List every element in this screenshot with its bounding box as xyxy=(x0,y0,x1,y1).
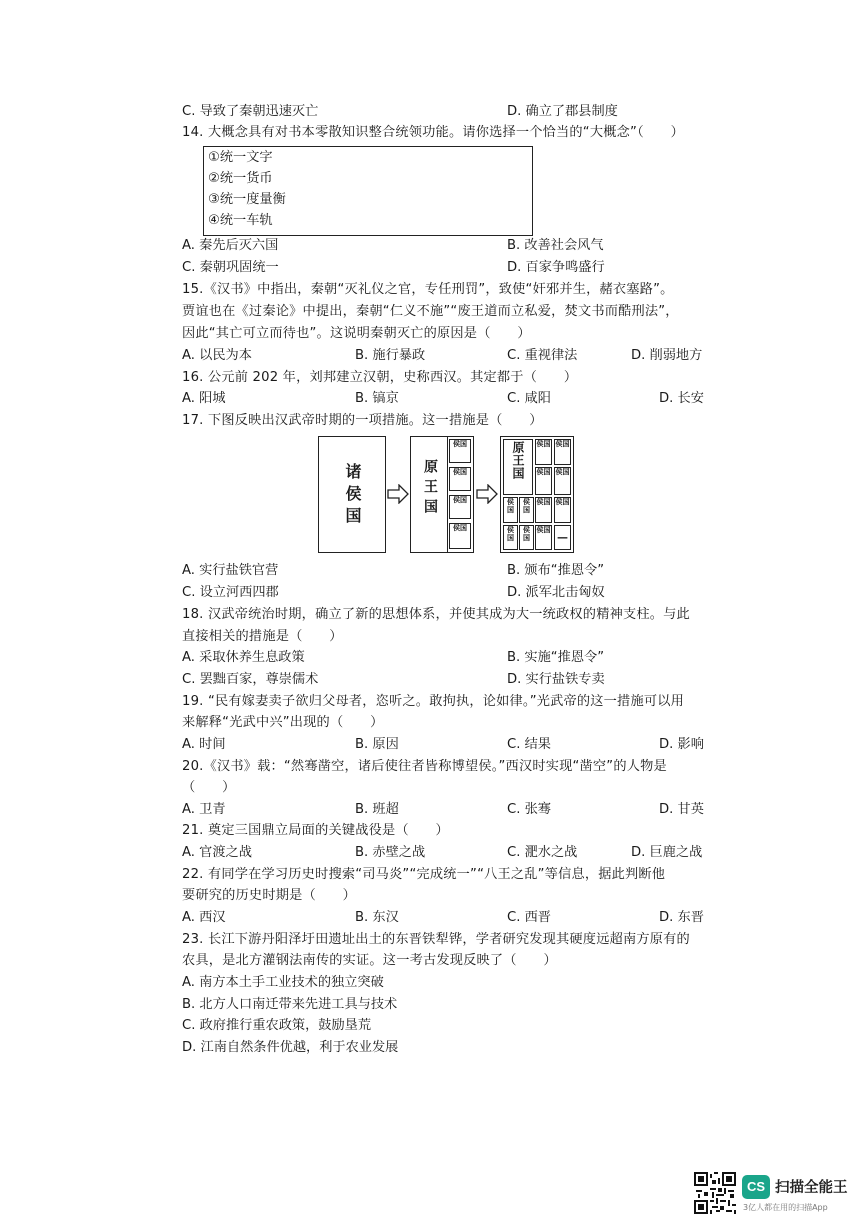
q14-stem: 14. 大概念具有对书本零散知识整合统领功能。请你选择一个恰当的“大概念”（ ） xyxy=(182,125,684,140)
q18-stem-line-2: 直接相关的措施是（ ） xyxy=(182,629,343,644)
q19-stem-line-2: 来解释“光武中兴”出现的（ ） xyxy=(182,715,384,730)
q16-option-a: A. 阳城 xyxy=(182,391,226,406)
q17-box3-cell: 侯国 xyxy=(503,525,518,550)
q17-option-a: A. 实行盐铁官营 xyxy=(182,563,279,578)
q22-option-c: C. 西晋 xyxy=(507,910,551,925)
q21-option-c: C. 淝水之战 xyxy=(507,845,578,860)
q23-option-b: B. 北方人口南迁带来先进工具与技术 xyxy=(182,997,398,1012)
q14-option-c: C. 秦朝巩固统一 xyxy=(182,260,279,275)
q17-box3-cell: 侯国 xyxy=(535,439,552,465)
q17-box2-marquis-cell-4: 侯国 xyxy=(449,523,471,549)
q16-option-d: D. 长安 xyxy=(659,391,704,406)
q17-option-b: B. 颁布“推恩令” xyxy=(507,563,605,578)
q20-stem-line-1: 20.《汉书》载：“然骞凿空，诸后使往者皆称博望侯。”西汉时实现“凿空”的人物是 xyxy=(182,759,667,774)
arrow-right-icon xyxy=(476,484,498,504)
camscanner-tagline: 3亿人都在用的扫描App xyxy=(743,1203,828,1212)
camscanner-logo: CS xyxy=(742,1175,770,1199)
q17-box3-dash-cell: — xyxy=(554,525,571,550)
q19-option-d: D. 影响 xyxy=(659,737,704,752)
q15-stem-line-2: 贾谊也在《过秦论》中提出，秦朝“仁义不施”“废王道而立私爱，焚文书而酷刑法”， xyxy=(182,304,679,319)
camscanner-brand: 扫描全能王 xyxy=(775,1180,848,1196)
q17-box2-marquis-cell-1: 侯国 xyxy=(449,439,471,463)
q15-option-c: C. 重视律法 xyxy=(507,348,578,363)
q20-option-b: B. 班超 xyxy=(355,802,399,817)
q16-option-c: C. 咸阳 xyxy=(507,391,551,406)
q22-option-b: B. 东汉 xyxy=(355,910,399,925)
q15-option-b: B. 施行暴政 xyxy=(355,348,426,363)
q21-stem: 21. 奠定三国鼎立局面的关键战役是（ ） xyxy=(182,823,449,838)
q13-option-d: D. 确立了郡县制度 xyxy=(507,104,618,119)
q14-option-d: D. 百家争鸣盛行 xyxy=(507,260,605,275)
q17-box3-cell: 侯国 xyxy=(554,497,571,523)
q19-option-c: C. 结果 xyxy=(507,737,551,752)
q18-option-c: C. 罢黜百家，尊崇儒术 xyxy=(182,672,319,687)
q23-option-c: C. 政府推行重农政策，鼓励垦荒 xyxy=(182,1018,372,1033)
q17-box-vassal-states xyxy=(318,436,386,553)
q22-stem-line-1: 22. 有同学在学习历史时搜索“司马炎”“完成统一”“八王之乱”等信息，据此判断他 xyxy=(182,867,666,882)
q17-box-vassal-states-label xyxy=(319,463,385,535)
q14-option-b: B. 改善社会风气 xyxy=(507,238,604,253)
q23-stem-line-2: 农具，是北方灌钢法南传的实证。这一考古发现反映了（ ） xyxy=(182,953,557,968)
q17-box3-label xyxy=(508,441,528,484)
q19-stem-line-1: 19. “民有嫁妻卖子欲归父母者，恣听之。敢拘执，论如律。”光武帝的这一措施可以用 xyxy=(182,694,684,709)
q15-option-d: D. 削弱地方 xyxy=(631,348,703,363)
q22-stem-line-2: 要研究的历史时期是（ ） xyxy=(182,888,357,903)
q17-box-original-kingdom xyxy=(410,436,474,553)
q17-box-divided-kingdom xyxy=(500,436,574,553)
q14-box-item-1: ①统一文字 xyxy=(208,150,273,165)
q14-concept-box xyxy=(203,146,533,236)
q20-option-a: A. 卫青 xyxy=(182,802,226,817)
q14-box-item-2: ②统一货币 xyxy=(208,171,273,186)
q17-box3-cell: 侯国 xyxy=(503,497,518,523)
arrow-right-icon xyxy=(387,484,409,504)
q17-box3-cell: 侯国 xyxy=(554,439,571,465)
q15-stem-line-3: 因此“其亡可立而待也”。这说明秦朝灭亡的原因是（ ） xyxy=(182,326,531,341)
q14-box-item-3: ③统一度量衡 xyxy=(208,192,286,207)
q21-option-b: B. 赤壁之战 xyxy=(355,845,426,860)
q17-box3-cell: 侯国 xyxy=(535,497,552,523)
q17-box3-cell: 侯国 xyxy=(519,497,534,523)
q21-option-a: A. 官渡之战 xyxy=(182,845,252,860)
q23-option-a: A. 南方本土手工业技术的独立突破 xyxy=(182,975,384,990)
q18-option-b: B. 实施“推恩令” xyxy=(507,650,605,665)
q18-stem-line-1: 18. 汉武帝统治时期，确立了新的思想体系，并使其成为大一统政权的精神支柱。与此 xyxy=(182,607,690,622)
q23-option-d: D. 江南自然条件优越，利于农业发展 xyxy=(182,1040,399,1055)
q17-box1-text: 诸侯国 xyxy=(343,463,362,529)
q15-option-a: A. 以民为本 xyxy=(182,348,252,363)
q17-box3-cell: 侯国 xyxy=(519,525,534,550)
q21-option-d: D. 巨鹿之战 xyxy=(631,845,703,860)
q17-stem: 17. 下图反映出汉武帝时期的一项措施。这一措施是（ ） xyxy=(182,413,543,428)
q20-option-c: C. 张骞 xyxy=(507,802,551,817)
q17-box3-cell: 侯国 xyxy=(535,525,552,550)
q22-option-a: A. 西汉 xyxy=(182,910,226,925)
q17-box3-cell: 侯国 xyxy=(535,467,552,495)
q17-box2-text: 原王国 xyxy=(422,459,438,519)
q17-box3-text: 原王国 xyxy=(511,441,525,480)
q20-option-d: D. 甘英 xyxy=(659,802,704,817)
q17-option-d: D. 派军北击匈奴 xyxy=(507,585,605,600)
q19-option-b: B. 原因 xyxy=(355,737,399,752)
q17-option-c: C. 设立河西四郡 xyxy=(182,585,279,600)
q13-option-c: C. 导致了秦朝迅速灭亡 xyxy=(182,104,319,119)
q14-option-a: A. 秦先后灭六国 xyxy=(182,238,279,253)
q20-stem-line-2: （ ） xyxy=(182,780,236,795)
q16-stem: 16. 公元前 202 年，刘邦建立汉朝，史称西汉。其定都于（ ） xyxy=(182,370,578,385)
qr-code-icon[interactable] xyxy=(694,1172,736,1214)
q19-option-a: A. 时间 xyxy=(182,737,226,752)
q17-box2-label xyxy=(419,459,439,525)
q14-box-item-4: ④统一车轨 xyxy=(208,213,273,228)
q16-option-b: B. 镐京 xyxy=(355,391,399,406)
q22-option-d: D. 东晋 xyxy=(659,910,704,925)
q17-box2-marquis-cell-2: 侯国 xyxy=(449,467,471,491)
q17-box2-marquis-cell-3: 侯国 xyxy=(449,495,471,519)
q15-stem-line-1: 15.《汉书》中指出，秦朝“灭礼仪之官，专任刑罚”，致使“奸邪并生，赭衣塞路”。 xyxy=(182,282,674,297)
q17-box3-cell: 侯国 xyxy=(554,467,571,495)
q18-option-d: D. 实行盐铁专卖 xyxy=(507,672,605,687)
q18-option-a: A. 采取休养生息政策 xyxy=(182,650,305,665)
q23-stem-line-1: 23. 长江下游丹阳泽圩田遗址出土的东晋铁犁铧，学者研究发现其硬度远超南方原有的 xyxy=(182,932,690,947)
